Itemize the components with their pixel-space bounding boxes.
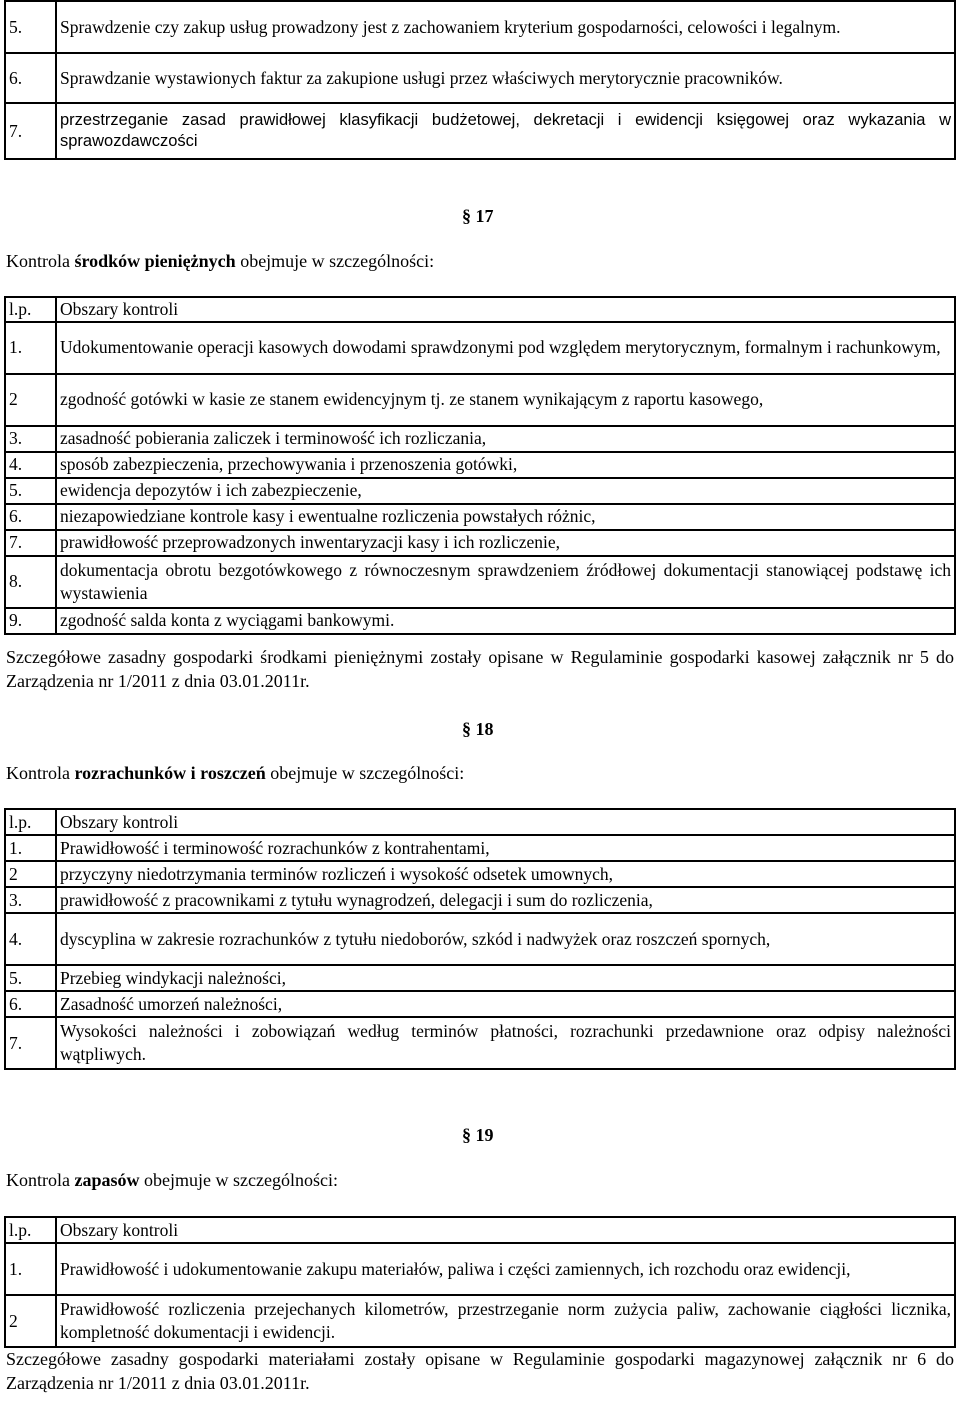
section-intro: Kontrola zapasów obejmuje w szczególności: bbox=[6, 1170, 338, 1190]
row-text: Zasadność umorzeń należności, bbox=[56, 991, 955, 1017]
table-row bbox=[5, 374, 955, 426]
row-text: dokumentacja obrotu bezgotówkowego z równoczesnym sprawdzeniem źródłowej dokumentacji stanowiącej podstawę ich wystawienia bbox=[56, 556, 955, 608]
row-number: 7. bbox=[5, 530, 56, 556]
table-row bbox=[5, 53, 955, 103]
table-row bbox=[5, 861, 955, 887]
row-number: 3. bbox=[5, 887, 56, 913]
table-row bbox=[5, 1, 955, 53]
row-text: Sprawdzenie czy zakup usług prowadzony jest z zachowaniem kryterium gospodarności, celowości i legalnym. bbox=[56, 1, 955, 53]
table-row bbox=[5, 530, 955, 556]
row-number: 6. bbox=[5, 991, 56, 1017]
control-areas-table bbox=[4, 808, 956, 1070]
section-intro: Kontrola środków pieniężnych obejmuje w szczególności: bbox=[6, 251, 435, 271]
table-row bbox=[5, 1243, 955, 1295]
row-number: 4. bbox=[5, 452, 56, 478]
table-row bbox=[5, 556, 955, 608]
control-areas-table bbox=[4, 1216, 956, 1348]
table-row bbox=[5, 103, 955, 159]
table-row bbox=[5, 835, 955, 861]
row-number: 7. bbox=[5, 1017, 56, 1069]
row-text: prawidłowość z pracownikami z tytułu wynagrodzeń, delegacji i sum do rozliczenia, bbox=[56, 887, 955, 913]
control-areas-table bbox=[4, 296, 956, 635]
row-text: zasadność pobierania zaliczek i terminowość ich rozliczania, bbox=[56, 426, 955, 452]
row-number: 4. bbox=[5, 913, 56, 965]
table-row bbox=[5, 991, 955, 1017]
row-number: 2 bbox=[5, 861, 56, 887]
table-row bbox=[5, 322, 955, 374]
row-number: 1. bbox=[5, 1243, 56, 1295]
row-text: ewidencja depozytów i ich zabezpieczenie, bbox=[56, 478, 955, 504]
row-text: Przebieg windykacji należności, bbox=[56, 965, 955, 991]
row-text: zgodność gotówki w kasie ze stanem ewidencyjnym tj. ze stanem wynikającym z raportu kasowego, bbox=[56, 374, 955, 426]
table-header-row bbox=[5, 297, 955, 322]
header-lp: l.p. bbox=[5, 297, 56, 322]
header-label: Obszary kontroli bbox=[56, 809, 955, 835]
row-text: Prawidłowość rozliczenia przejechanych kilometrów, przestrzeganie norm zużycia paliw, zachowanie ciągłości licznika, kompletność dokumentacji i ewidencji. bbox=[56, 1295, 955, 1347]
row-number: 5. bbox=[5, 1, 56, 53]
section-footer-note: Szczegółowe zasadny gospodarki materiałami zostały opisane w Regulaminie gospodarki magazynowej załącznik nr 6 do Zarządzenia nr 1/2011 z dnia 03.01.2011r. bbox=[6, 1349, 954, 1393]
header-lp: l.p. bbox=[5, 1217, 56, 1243]
table-row bbox=[5, 608, 955, 634]
row-number: 8. bbox=[5, 556, 56, 608]
row-number: 5. bbox=[5, 478, 56, 504]
row-text: Prawidłowość i udokumentowanie zakupu materiałów, paliwa i części zamiennych, ich rozchodu oraz ewidencji, bbox=[56, 1243, 955, 1295]
section-number: § 17 bbox=[462, 205, 494, 228]
table-row bbox=[5, 504, 955, 530]
row-number: 7. bbox=[5, 103, 56, 159]
header-label: Obszary kontroli bbox=[56, 1217, 955, 1243]
row-text: dyscyplina w zakresie rozrachunków z tytułu niedoborów, szkód i nadwyżek oraz roszczeń spornych, bbox=[56, 913, 955, 965]
row-text: zgodność salda konta z wyciągami bankowymi. bbox=[56, 608, 955, 634]
table-header-row bbox=[5, 809, 955, 835]
row-text: przestrzeganie zasad prawidłowej klasyfikacji budżetowej, dekretacji i ewidencji księgowej oraz wykazania w sprawozdawczości bbox=[56, 103, 955, 159]
table-header-row bbox=[5, 1217, 955, 1243]
table-row bbox=[5, 887, 955, 913]
row-text: sposób zabezpieczenia, przechowywania i przenoszenia gotówki, bbox=[56, 452, 955, 478]
row-text: Sprawdzanie wystawionych faktur za zakupione usługi przez właściwych merytorycznie pracowników. bbox=[56, 53, 955, 103]
table-row bbox=[5, 426, 955, 452]
row-text: prawidłowość przeprowadzonych inwentaryzacji kasy i ich rozliczenie, bbox=[56, 530, 955, 556]
section-number: § 19 bbox=[462, 1124, 494, 1147]
row-number: 6. bbox=[5, 53, 56, 103]
row-number: 2 bbox=[5, 374, 56, 426]
row-number: 1. bbox=[5, 322, 56, 374]
row-number: 2 bbox=[5, 1295, 56, 1347]
row-text: Prawidłowość i terminowość rozrachunków z kontrahentami, bbox=[56, 835, 955, 861]
section-footer-note: Szczegółowe zasadny gospodarki środkami pieniężnymi zostały opisane w Regulaminie gospodarki kasowej załącznik nr 5 do Zarządzenia nr 1/2011 z dnia 03.01.2011r. bbox=[6, 647, 954, 691]
row-text: Udokumentowanie operacji kasowych dowodami sprawdzonymi pod względem merytorycznym, formalnym i rachunkowym, bbox=[56, 322, 955, 374]
section-number: § 18 bbox=[462, 718, 494, 741]
row-number: 9. bbox=[5, 608, 56, 634]
header-lp: l.p. bbox=[5, 809, 56, 835]
row-text: niezapowiedziane kontrole kasy i ewentualne rozliczenia powstałych różnic, bbox=[56, 504, 955, 530]
table-row bbox=[5, 1017, 955, 1069]
table-row bbox=[5, 452, 955, 478]
section-intro: Kontrola rozrachunków i roszczeń obejmuje w szczególności: bbox=[6, 763, 465, 783]
row-number: 5. bbox=[5, 965, 56, 991]
table-row bbox=[5, 1295, 955, 1347]
table-row bbox=[5, 478, 955, 504]
top-list-table bbox=[4, 0, 956, 160]
table-row bbox=[5, 965, 955, 991]
table-row bbox=[5, 913, 955, 965]
header-label: Obszary kontroli bbox=[56, 297, 955, 322]
row-number: 1. bbox=[5, 835, 56, 861]
row-number: 3. bbox=[5, 426, 56, 452]
row-text: przyczyny niedotrzymania terminów rozliczeń i wysokość odsetek umownych, bbox=[56, 861, 955, 887]
row-text: Wysokości należności i zobowiązań według terminów płatności, rozrachunki przedawnione oraz odpisy należności wątpliwych. bbox=[56, 1017, 955, 1069]
row-number: 6. bbox=[5, 504, 56, 530]
